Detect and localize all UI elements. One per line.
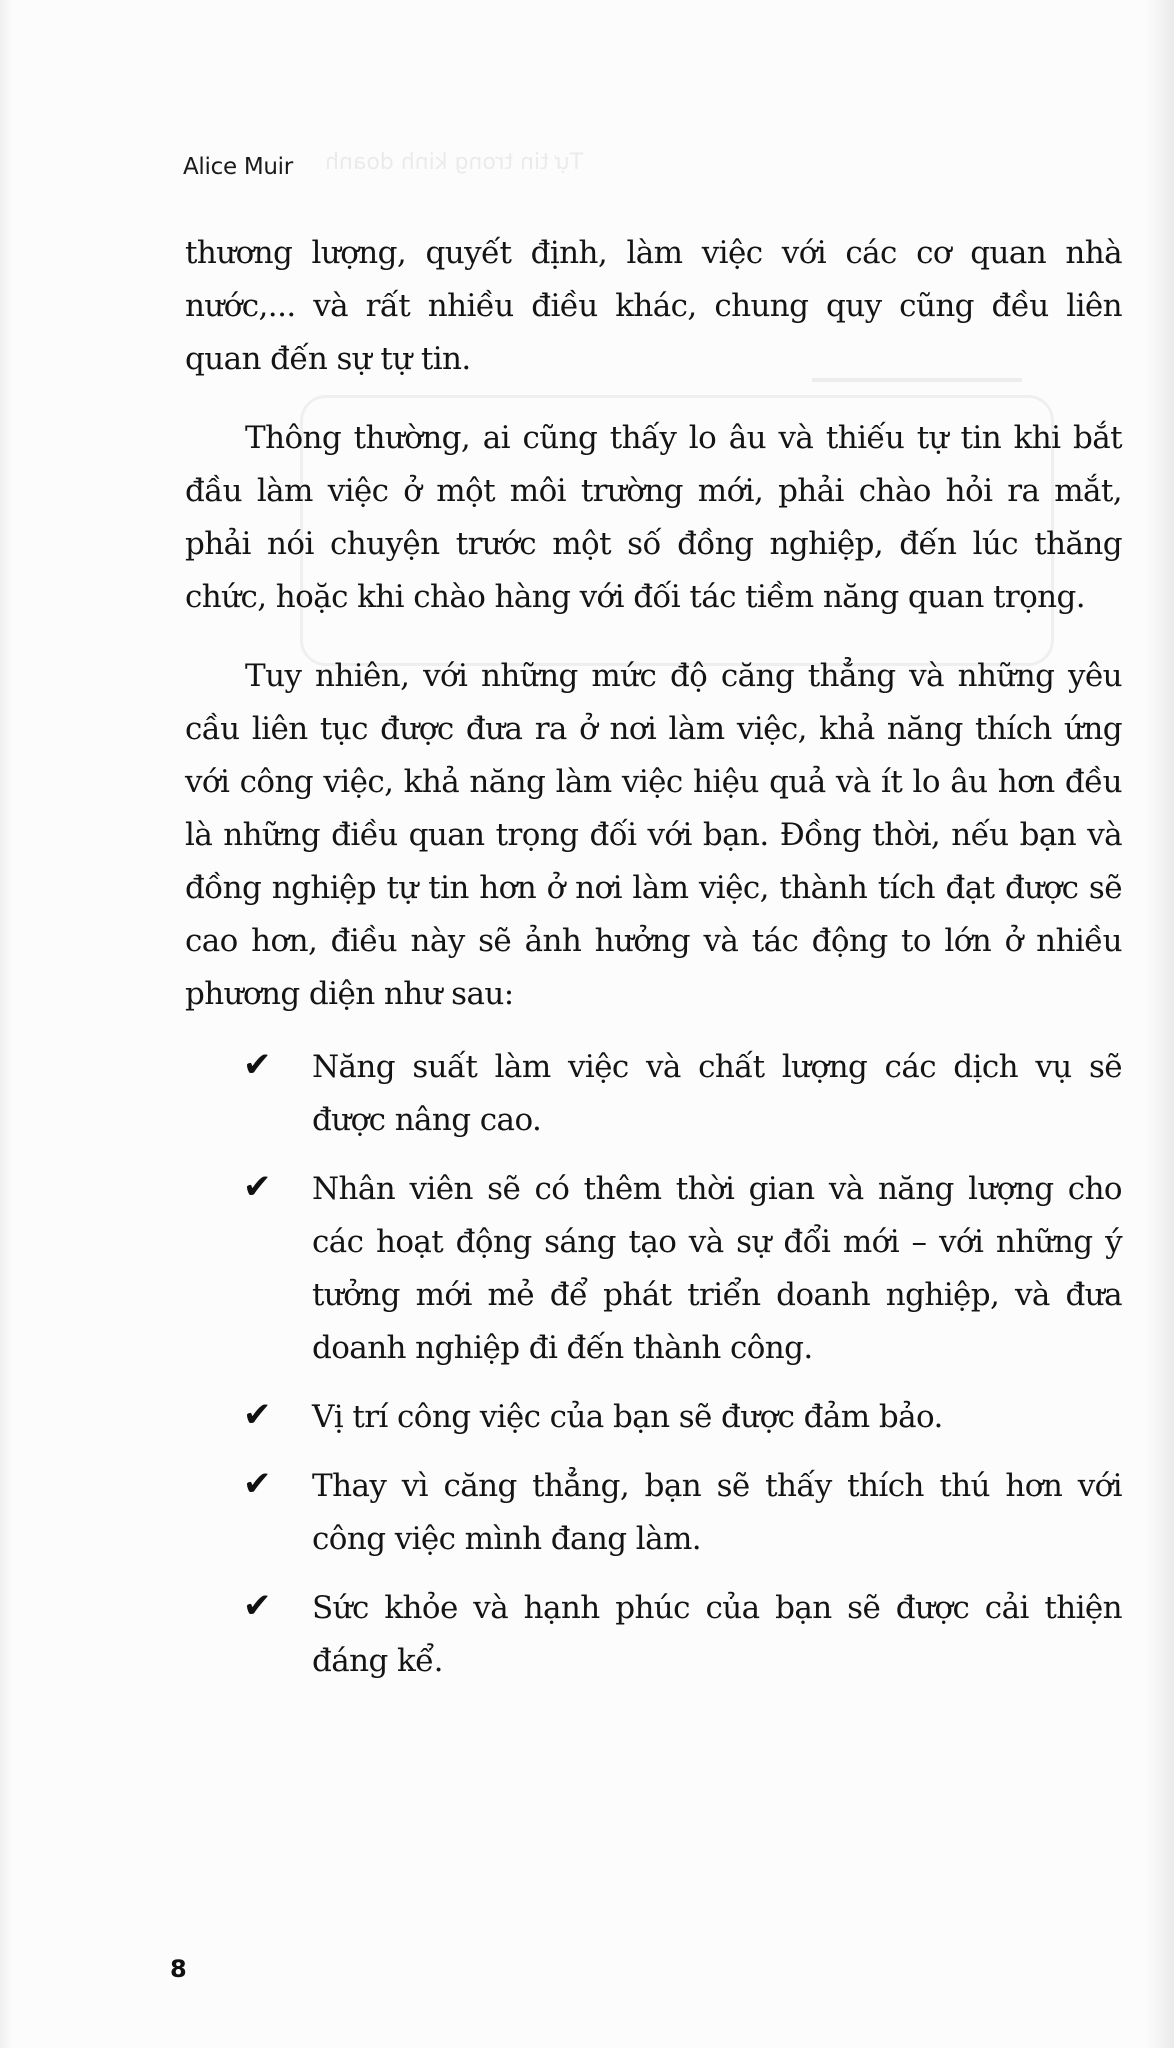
checklist-item	[185, 1582, 1122, 1688]
checklist-item	[185, 1391, 1122, 1444]
paragraph-1: thương lượng, quyết định, làm việc với các cơ quan nhà nước,... và rất nhiều điều khác, chung quy cũng đều liên quan đến sự tự tin.	[185, 235, 1122, 377]
paragraph-2: Thông thường, ai cũng thấy lo âu và thiếu tự tin khi bắt đầu làm việc ở một môi trường mới, phải chào hỏi ra mắt, phải nói chuyện trước một số đồng nghiệp, đến lúc thăng chức, hoặc khi chào hàng với đối tác tiềm năng quan trọng.	[185, 420, 1122, 615]
checkmark-icon: ✔	[243, 1464, 271, 1504]
bleed-through-header: Tự tin trong kinh doanh	[325, 150, 584, 175]
checklist-item	[185, 1041, 1122, 1147]
page-gutter-shade	[0, 0, 12, 2048]
checkmark-icon: ✔	[243, 1167, 271, 1207]
running-header-author: Alice Muir	[183, 154, 293, 180]
checkmark-icon: ✔	[243, 1586, 271, 1626]
page-number: 8	[170, 1955, 187, 1983]
paragraph-3: Tuy nhiên, với những mức độ căng thẳng và những yêu cầu liên tục được đưa ra ở nơi làm việc, khả năng thích ứng với công việc, khả năng làm việc hiệu quả và ít lo âu hơn đều là những điều quan trọng đối với bạn. Đồng thời, nếu bạn và đồng nghiệp tự tin hơn ở nơi làm việc, thành tích đạt được sẽ cao hơn, điều này sẽ ảnh hưởng và tác động to lớn ở nhiều phương diện như sau:	[185, 658, 1122, 1012]
checkmark-icon: ✔	[243, 1045, 271, 1085]
checklist-item-text: Thay vì căng thẳng, bạn sẽ thấy thích thú hơn với công việc mình đang làm.	[312, 1468, 1122, 1557]
checklist-item-text: Sức khỏe và hạnh phúc của bạn sẽ được cải thiện đáng kể.	[312, 1590, 1122, 1679]
checklist-item-text: Năng suất làm việc và chất lượng các dịch vụ sẽ được nâng cao.	[312, 1049, 1122, 1138]
checkmark-icon: ✔	[243, 1395, 271, 1435]
page-edge-shade	[1146, 0, 1174, 2048]
checklist-item	[185, 1163, 1122, 1375]
benefits-checklist	[185, 1041, 1122, 1688]
checklist-item	[185, 1460, 1122, 1566]
page-body	[185, 227, 1122, 1704]
checklist-item-text: Vị trí công việc của bạn sẽ được đảm bảo.	[312, 1399, 943, 1435]
checklist-item-text: Nhân viên sẽ có thêm thời gian và năng lượng cho các hoạt động sáng tạo và sự đổi mới – với những ý tưởng mới mẻ để phát triển doanh nghiệp, và đưa doanh nghiệp đi đến thành công.	[312, 1171, 1122, 1366]
